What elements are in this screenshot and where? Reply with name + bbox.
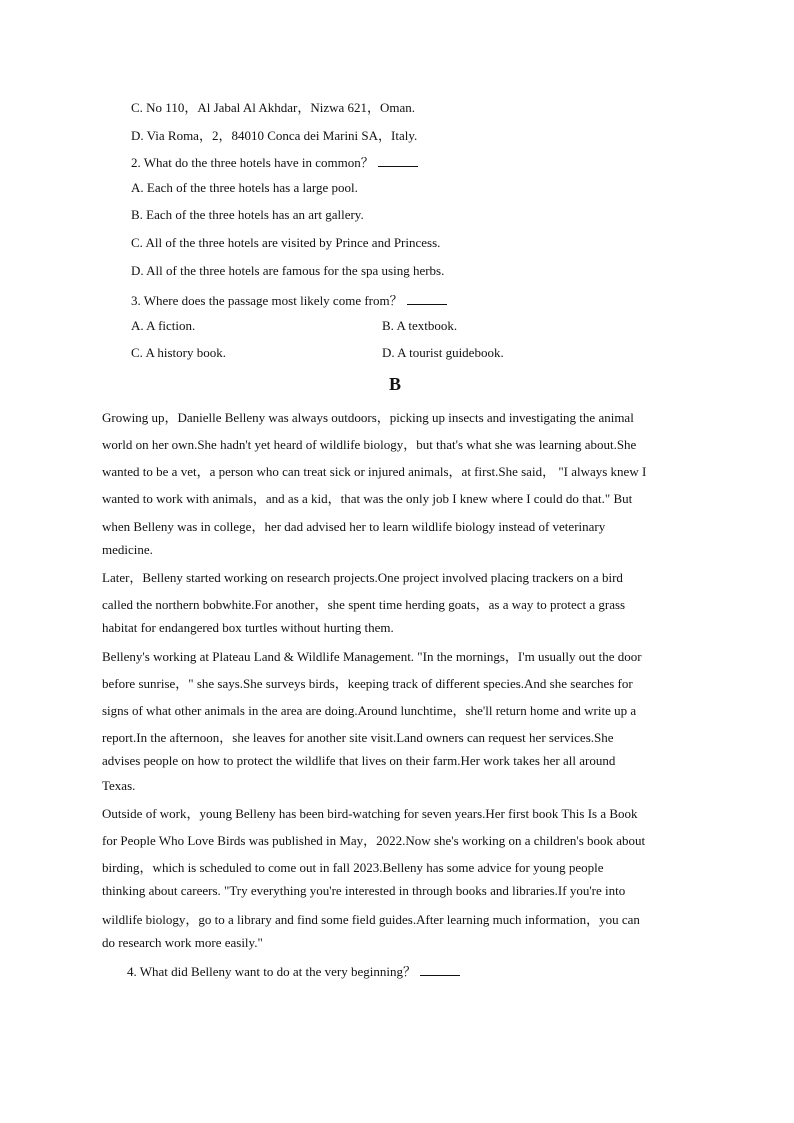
- answer-blank: [407, 303, 447, 305]
- q2-stem-text: 2. What do the three hotels have in common？: [131, 155, 374, 170]
- passage-line: wildlife biology，go to a library and find some field guides.After learning much information，you can: [102, 912, 640, 927]
- q1-option-d: D. Via Roma，2，84010 Conca dei Marini SA，Italy.: [131, 128, 418, 143]
- q3-option-a: A. A fiction.: [131, 318, 196, 333]
- passage-line: world on her own.She hadn't yet heard of wildlife biology，but that's what she was learning about.She: [102, 437, 637, 452]
- passage-line: called the northern bobwhite.For another，she spent time herding goats，as a way to protect a grass: [102, 597, 626, 612]
- passage-line: before sunrise，" she says.She surveys birds，keeping track of different species.And she searches for: [102, 676, 633, 691]
- q2-option-b: B. Each of the three hotels has an art gallery.: [131, 207, 364, 222]
- q2-option-d: D. All of the three hotels are famous for the spa using herbs.: [131, 263, 445, 278]
- passage-line: thinking about careers. "Try everything you're interested in through books and libraries.If you're into: [102, 883, 626, 898]
- q4-stem-text: 4. What did Belleny want to do at the very beginning？: [127, 964, 416, 979]
- passage-line: for People Who Love Birds was published in May，2022.Now she's working on a children's book about: [102, 833, 646, 848]
- passage-line: Later，Belleny started working on research projects.One project involved placing trackers on a bird: [102, 570, 623, 585]
- passage-line: when Belleny was in college，her dad advised her to learn wildlife biology instead of veterinary: [102, 519, 606, 534]
- q2-option-a: A. Each of the three hotels has a large pool.: [131, 180, 358, 195]
- passage-line: Outside of work，young Belleny has been bird-watching for seven years.Her first book This Is a Book: [102, 806, 638, 821]
- passage-line: do research work more easily.": [102, 935, 263, 950]
- passage-line: birding，which is scheduled to come out in fall 2023.Belleny has some advice for young people: [102, 860, 604, 875]
- passage-line: Belleny's working at Plateau Land & Wildlife Management. "In the mornings，I'm usually out the door: [102, 649, 642, 664]
- q1-option-c: C. No 110，Al Jabal Al Akhdar，Nizwa 621，Oman.: [131, 100, 416, 115]
- passage-line: medicine.: [102, 542, 153, 557]
- q3-option-d: D. A tourist guidebook.: [382, 345, 504, 360]
- q3-stem-text: 3. Where does the passage most likely come from？: [131, 293, 403, 308]
- answer-blank: [420, 974, 460, 976]
- q2-option-c: C. All of the three hotels are visited by Prince and Princess.: [131, 235, 441, 250]
- q3-option-c: C. A history book.: [131, 345, 226, 360]
- passage-line: habitat for endangered box turtles without hurting them.: [102, 620, 394, 635]
- section-heading: B: [389, 374, 402, 394]
- passage-line: wanted to be a vet，a person who can treat sick or injured animals，at first.She said， "I always knew I: [102, 464, 647, 479]
- q4-stem: [127, 961, 460, 980]
- q2-stem: [131, 152, 418, 171]
- answer-blank: [378, 165, 418, 167]
- q3-option-b: B. A textbook.: [382, 318, 458, 333]
- passage-line: signs of what other animals in the area are doing.Around lunchtime，she'll return home and write up a: [102, 703, 637, 718]
- passage-line: report.In the afternoon，she leaves for another site visit.Land owners can request her services.She: [102, 730, 614, 745]
- passage-line: Texas.: [102, 778, 136, 793]
- passage-line: wanted to work with animals，and as a kid，that was the only job I knew where I could do that." But: [102, 491, 633, 506]
- passage-line: Growing up，Danielle Belleny was always outdoors，picking up insects and investigating the animal: [102, 410, 634, 425]
- passage-line: advises people on how to protect the wildlife that lives on their farm.Her work takes her all around: [102, 753, 616, 768]
- q3-stem: [131, 290, 447, 309]
